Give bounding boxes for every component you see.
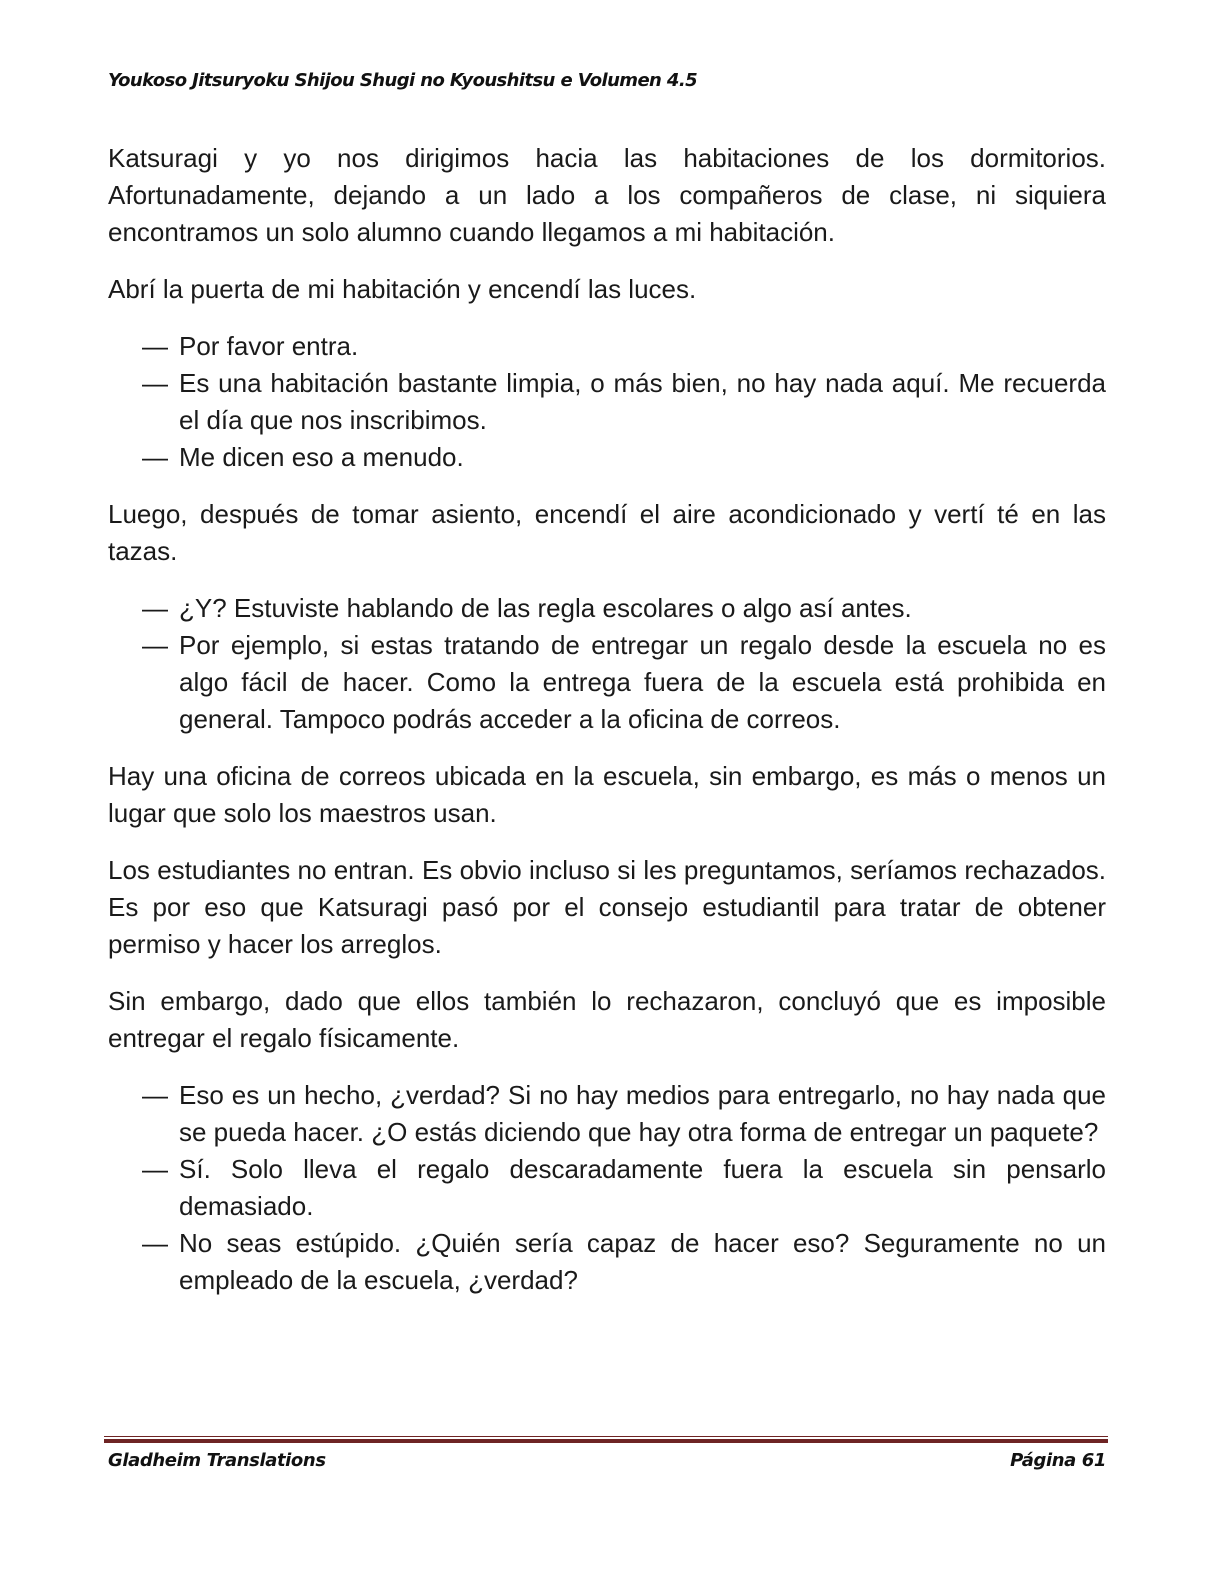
dialogue-block <box>108 590 1106 738</box>
dialogue-line <box>108 365 1106 439</box>
footer-divider-thick <box>104 1439 1108 1443</box>
page-body <box>108 140 1106 1319</box>
dialogue-dash: — <box>142 1228 168 1258</box>
running-header: Youkoso Jitsuryoku Shijou Shugi no Kyoushitsu e Volumen 4.5 <box>108 70 698 91</box>
dialogue-line <box>108 627 1106 738</box>
paragraph: Sin embargo, dado que ellos también lo rechazaron, concluyó que es imposible entregar el regalo físicamente. <box>108 986 1106 1053</box>
dialogue-text: Por favor entra. <box>179 331 359 361</box>
dialogue-line <box>108 328 1106 365</box>
dialogue-dash: — <box>142 593 168 623</box>
dialogue-line <box>108 1225 1106 1299</box>
dialogue-text: Eso es un hecho, ¿verdad? Si no hay medios para entregarlo, no hay nada que se pueda hacer. ¿O estás diciendo que hay otra forma de entregar un paquete? <box>179 1080 1106 1147</box>
dialogue-text: Por ejemplo, si estas tratando de entregar un regalo desde la escuela no es algo fácil de hacer. Como la entrega fuera de la escuela está prohibida en general. Tampoco podrás acceder a la oficina de correos. <box>179 630 1106 734</box>
dialogue-line <box>108 1151 1106 1225</box>
dialogue-block <box>108 328 1106 476</box>
dialogue-text: Es una habitación bastante limpia, o más bien, no hay nada aquí. Me recuerda el día que nos inscribimos. <box>179 368 1106 435</box>
dialogue-block <box>108 1077 1106 1299</box>
paragraph: Katsuragi y yo nos dirigimos hacia las habitaciones de los dormitorios. Afortunadamente, dejando a un lado a los compañeros de clase, ni siquiera encontramos un solo alumno cuando llegamos a mi habitación. <box>108 143 1106 247</box>
footer-divider-thin <box>104 1436 1108 1437</box>
dialogue-line <box>108 439 1106 476</box>
dialogue-text: ¿Y? Estuviste hablando de las regla escolares o algo así antes. <box>179 593 912 623</box>
paragraph: Luego, después de tomar asiento, encendí el aire acondicionado y vertí té en las tazas. <box>108 499 1106 566</box>
paragraph: Los estudiantes no entran. Es obvio incluso si les preguntamos, seríamos rechazados. Es por eso que Katsuragi pasó por el consejo estudiantil para tratar de obtener permiso y hacer los arreglos. <box>108 855 1106 959</box>
paragraph: Abrí la puerta de mi habitación y encendí las luces. <box>108 274 697 304</box>
paragraph: Hay una oficina de correos ubicada en la escuela, sin embargo, es más o menos un lugar que solo los maestros usan. <box>108 761 1106 828</box>
dialogue-dash: — <box>142 1154 168 1184</box>
dialogue-line <box>108 590 1106 627</box>
dialogue-line <box>108 1077 1106 1151</box>
dialogue-dash: — <box>142 331 168 361</box>
dialogue-text: Me dicen eso a menudo. <box>179 442 464 472</box>
dialogue-dash: — <box>142 630 168 660</box>
footer-divider <box>104 1436 1108 1444</box>
dialogue-text: Sí. Solo lleva el regalo descaradamente fuera la escuela sin pensarlo demasiado. <box>179 1154 1106 1221</box>
dialogue-dash: — <box>142 442 168 472</box>
dialogue-dash: — <box>142 368 168 398</box>
dialogue-text: No seas estúpido. ¿Quién sería capaz de hacer eso? Seguramente no un empleado de la escuela, ¿verdad? <box>179 1228 1106 1295</box>
page-number: Página 61 <box>1010 1450 1106 1471</box>
footer-publisher: Gladheim Translations <box>108 1450 326 1471</box>
dialogue-dash: — <box>142 1080 168 1110</box>
